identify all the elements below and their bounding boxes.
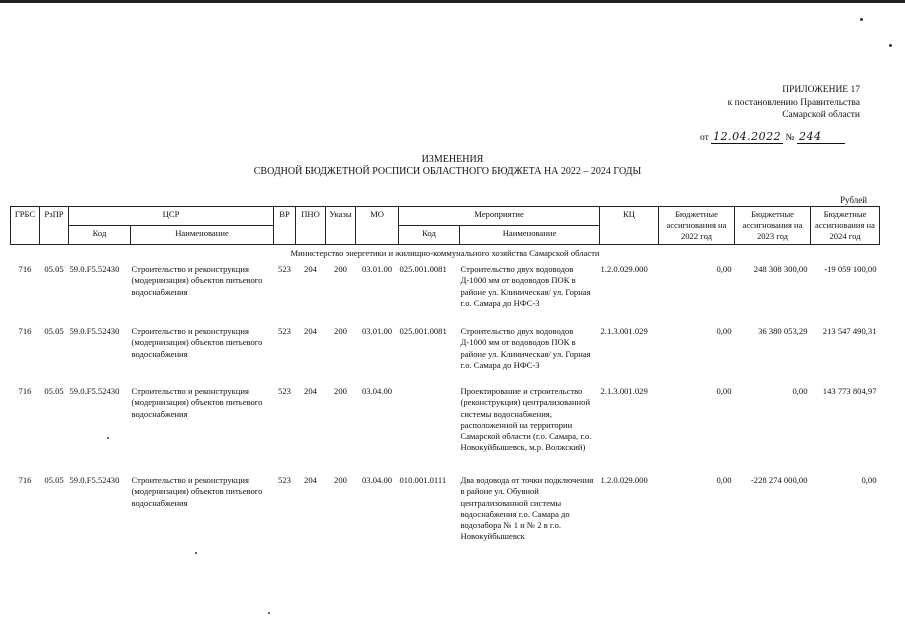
scan-speck [889, 44, 892, 47]
header-csr-code: Код [69, 226, 131, 245]
cell-event-code: 025.001.0081 [399, 326, 447, 337]
header-mo: МО [356, 207, 399, 245]
cell-budget-2024: 0,00 [861, 475, 877, 486]
cell-mo: 03.01.00 [361, 326, 393, 337]
handwritten-number: 244 [797, 130, 846, 144]
number-label: № [785, 133, 795, 143]
ministry-name: Министерство энергетики и жилищно-коммунального хозяйства Самарской области [290, 248, 600, 258]
cell-event-name: Проектирование и строительство (реконструкция) централизованной системы водоснабжения, расположенной на территории Самарской области (г.о. Самара, г.о. Новокуйбышевск, м.р. Волжский) [460, 386, 592, 453]
cell-ukazy: 200 [334, 386, 347, 397]
appendix-region: Самарской области [782, 110, 860, 120]
appendix-resolution: к постановлению Правительства [727, 97, 860, 108]
title-line1: ИЗМЕНЕНИЯ [421, 154, 484, 165]
handwritten-date: 12.04.2022 [713, 130, 782, 143]
cell-rzpr: 05.05 [44, 386, 64, 397]
header-rzpr: РзПР [40, 207, 69, 245]
cell-vr: 523 [278, 386, 291, 397]
header-csr-name: Наименование [131, 226, 274, 245]
cell-budget-2023: 0,00 [792, 386, 808, 397]
cell-event-code [399, 384, 460, 473]
cell-pno: 204 [304, 326, 317, 337]
header-event-code: Код [399, 226, 460, 245]
ministry-row [11, 245, 880, 263]
appendix-block [690, 84, 860, 122]
header-event-name: Наименование [460, 226, 600, 245]
cell-mo: 03.01.00 [361, 264, 393, 275]
cell-mo: 03.04.00 [361, 386, 393, 397]
cell-rzpr: 05.05 [44, 475, 64, 486]
cell-rzpr: 05.05 [44, 326, 64, 337]
cell-csr-name: Строительство и реконструкция (модернизация) объектов питьевого водоснабжения [131, 264, 263, 297]
table-row [11, 384, 880, 473]
cell-ukazy: 200 [334, 264, 347, 275]
cell-csr-code: 59.0.F5.52430 [69, 475, 120, 486]
cell-event-name: Строительство двух водоводов Д-1000 мм от водоводов ПОК в районе ул. Клиническая/ ул. Горная г.о. Самара до НФС-3 [460, 326, 591, 370]
cell-grbs: 716 [18, 326, 32, 337]
cell-budget-2022: 0,00 [716, 326, 732, 337]
cell-budget-2023: -228 274 000,00 [750, 475, 808, 486]
header-grbs: ГРБС [11, 207, 40, 245]
cell-budget-2024: -19 059 100,00 [824, 264, 877, 275]
cell-budget-2023: 248 308 300,00 [753, 264, 808, 275]
title-line2: СВОДНОЙ БЮДЖЕТНОЙ РОСПИСИ ОБЛАСТНОГО БЮДЖЕТА НА 2022 – 2024 ГОДЫ [253, 166, 642, 177]
table-row [11, 262, 880, 324]
budget-changes-table [10, 206, 880, 553]
document-title [0, 154, 905, 178]
header-budget-2022: Бюджетные ассигнования на 2022 год [659, 207, 735, 245]
cell-pno: 204 [304, 264, 317, 275]
header-row-1 [11, 207, 880, 226]
cell-kc: 1.2.0.029.000 [600, 264, 648, 275]
table-row [11, 473, 880, 553]
resolution-date-number [700, 130, 845, 143]
cell-grbs: 716 [18, 386, 32, 397]
table-row [11, 324, 880, 384]
header-ukazy: Указы [326, 207, 356, 245]
cell-vr: 523 [278, 264, 291, 275]
cell-grbs: 716 [18, 475, 32, 486]
header-event: Мероприятие [399, 207, 600, 226]
cell-csr-name: Строительство и реконструкция (модернизация) объектов питьевого водоснабжения [131, 475, 263, 508]
cell-rzpr: 05.05 [44, 264, 64, 275]
scan-speck [860, 18, 863, 21]
appendix-number: ПРИЛОЖЕНИЕ 17 [782, 85, 860, 95]
cell-event-name: Два водовода от точки подключения в районе ул. Обувной централизованной системы водоснабжения г.о. Самара до водозабора № 1 и № 2 в г.о. Новокуйбышевск [460, 475, 594, 542]
currency-note: Рублей [840, 195, 868, 205]
cell-csr-code: 59.0.F5.52430 [69, 264, 120, 275]
cell-vr: 523 [278, 475, 291, 486]
header-budget-2023: Бюджетные ассигнования на 2023 год [735, 207, 811, 245]
cell-csr-code: 59.0.F5.52430 [69, 326, 120, 337]
cell-ukazy: 200 [334, 475, 347, 486]
cell-event-code: 025.001.0081 [399, 264, 447, 275]
cell-event-name: Строительство двух водоводов Д-1000 мм от водоводов ПОК в районе ул. Клиническая/ ул. Горная г.о. Самара до НФС-3 [460, 264, 591, 308]
cell-budget-2024: 213 547 490,31 [822, 326, 877, 337]
cell-vr: 523 [278, 326, 291, 337]
cell-budget-2022: 0,00 [716, 264, 732, 275]
cell-pno: 204 [304, 475, 317, 486]
header-kc: КЦ [600, 207, 659, 245]
header-vr: ВР [274, 207, 296, 245]
scan-top-border [0, 0, 905, 3]
cell-budget-2022: 0,00 [716, 386, 732, 397]
cell-csr-code: 59.0.F5.52430 [69, 386, 120, 397]
cell-csr-name: Строительство и реконструкция (модернизация) объектов питьевого водоснабжения [131, 326, 263, 359]
cell-kc: 1.2.0.029.000 [600, 475, 648, 486]
cell-kc: 2.1.3.001.029 [600, 386, 648, 397]
cell-grbs: 716 [18, 264, 32, 275]
date-prefix: от [700, 133, 709, 143]
cell-budget-2024: 143 773 804,97 [822, 386, 877, 397]
cell-budget-2022: 0,00 [716, 475, 732, 486]
cell-ukazy: 200 [334, 326, 347, 337]
cell-mo: 03.04.00 [361, 475, 393, 486]
header-csr: ЦСР [69, 207, 274, 226]
scan-speck [268, 612, 270, 614]
cell-pno: 204 [304, 386, 317, 397]
header-budget-2024: Бюджетные ассигнования на 2024 год [811, 207, 880, 245]
cell-csr-name: Строительство и реконструкция (модернизация) объектов питьевого водоснабжения [131, 386, 263, 419]
cell-kc: 2.1.3.001.029 [600, 326, 648, 337]
header-pno: ПНО [296, 207, 326, 245]
cell-event-code: 010.001.0111 [399, 475, 447, 486]
cell-budget-2023: 36 380 053,29 [758, 326, 808, 337]
